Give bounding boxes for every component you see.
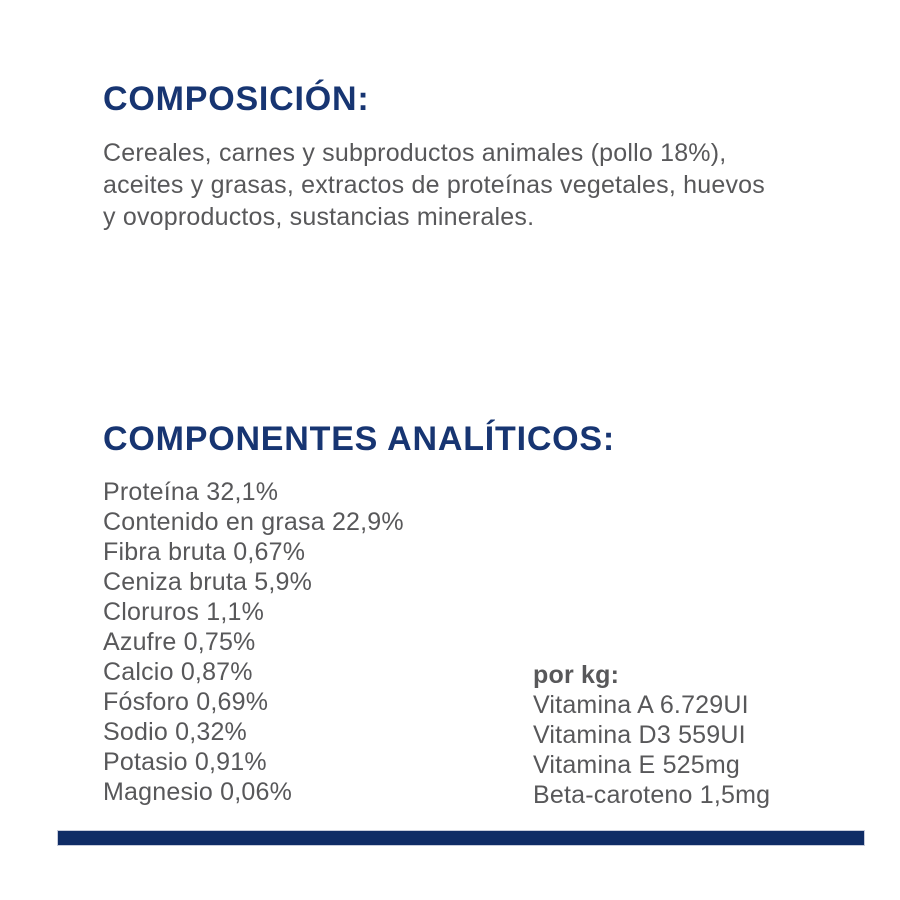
vitamin-item-a: Vitamina A 6.729UI	[533, 691, 749, 719]
nutrient-item-fat: Contenido en grasa 22,9%	[103, 508, 404, 536]
nutrient-item-fibre: Fibra bruta 0,67%	[103, 538, 306, 566]
bottom-bar-divider	[57, 830, 865, 846]
nutrient-item-phosphorus: Fósforo 0,69%	[103, 688, 269, 716]
vitamin-item-e: Vitamina E 525mg	[533, 751, 741, 779]
nutrient-item-protein: Proteína 32,1%	[103, 478, 279, 506]
nutrient-list	[103, 477, 404, 807]
analytical-heading: COMPONENTES ANALÍTICOS:	[103, 420, 616, 458]
per-kg-heading: por kg:	[533, 661, 620, 689]
composition-body: Cereales, carnes y subproductos animales (pollo 18%), aceites y grasas, extractos de proteínas vegetales, huevos y ovoproductos, sustancias minerales.	[103, 139, 765, 231]
per-kg-block	[533, 660, 770, 810]
composition-heading: COMPOSICIÓN:	[103, 80, 370, 118]
nutrient-item-potassium: Potasio 0,91%	[103, 748, 267, 776]
nutrient-item-magnesium: Magnesio 0,06%	[103, 778, 293, 806]
vitamin-item-d3: Vitamina D3 559UI	[533, 721, 746, 749]
nutrient-item-sodium: Sodio 0,32%	[103, 718, 247, 746]
vitamin-item-beta-carotene: Beta-caroteno 1,5mg	[533, 781, 771, 809]
nutrient-item-sulphur: Azufre 0,75%	[103, 628, 256, 656]
nutrient-item-chlorides: Cloruros 1,1%	[103, 598, 264, 626]
nutrient-item-ash: Ceniza bruta 5,9%	[103, 568, 313, 596]
nutrient-item-calcium: Calcio 0,87%	[103, 658, 253, 686]
